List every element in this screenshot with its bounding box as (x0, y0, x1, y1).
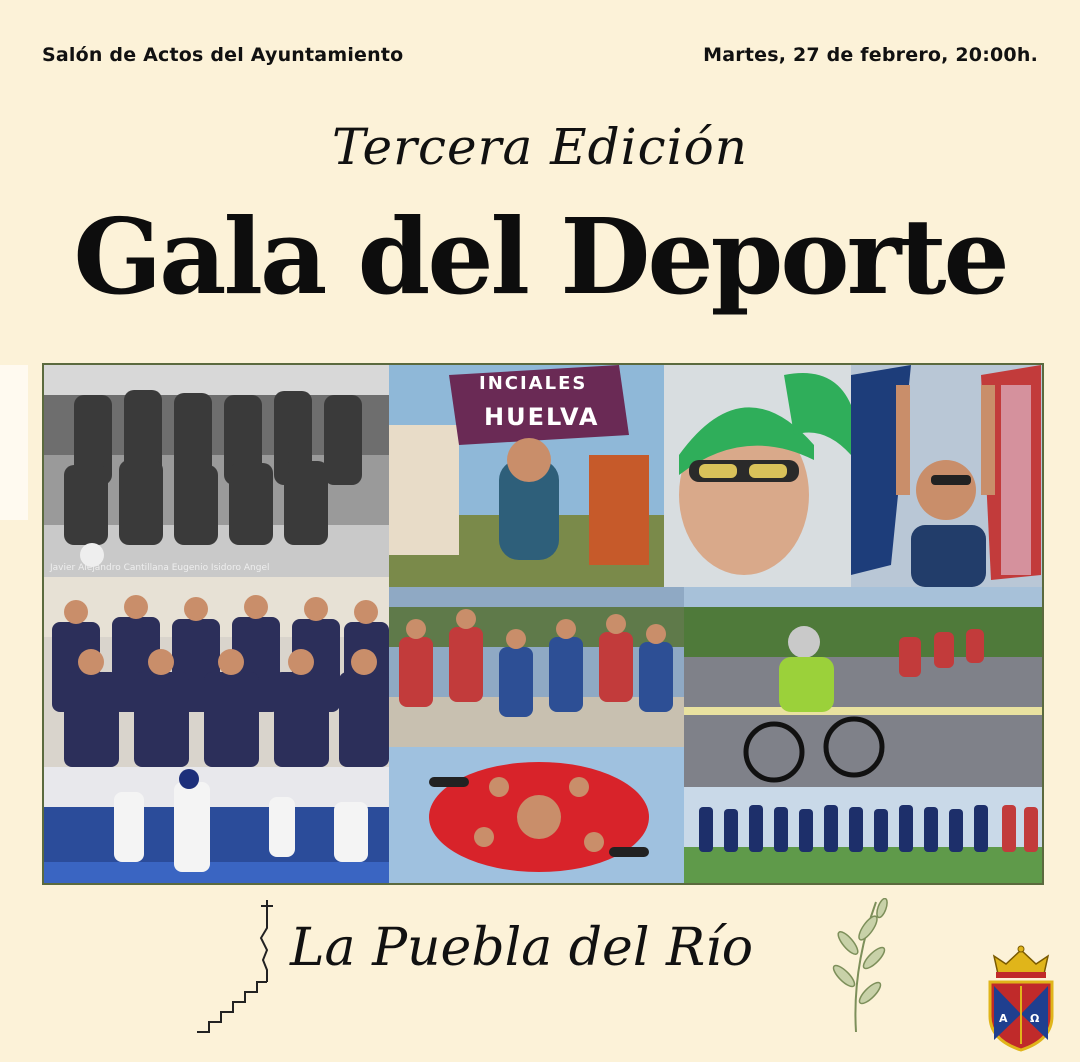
basketball-team-photo (44, 577, 389, 767)
decorative-accent (0, 365, 28, 520)
banner-top-text: INCIALES (479, 373, 588, 394)
triathlete-finish-banner-photo (851, 365, 1044, 587)
edition-subtitle: Tercera Edición (332, 118, 748, 176)
staircase-cross-icon (195, 898, 285, 1036)
triathlon-girl-huelva-banner (389, 365, 664, 587)
event-datetime: Martes, 27 de febrero, 20:00h. (703, 44, 1038, 66)
photo-caption: Javier Alejandro Cantillana Eugenio Isidoro Angel (50, 563, 270, 573)
handball-team-huddle-photo (389, 747, 684, 885)
cycling-race-photo (684, 587, 1044, 787)
triathlon-club-group-photo (389, 587, 684, 747)
crest-letter-alpha: A (999, 1012, 1008, 1025)
taekwondo-match-photo (44, 767, 389, 885)
venue-label: Salón de Actos del Ayuntamiento (42, 44, 404, 66)
swimmer-green-cap-photo (664, 365, 851, 587)
olive-branch-icon (826, 898, 896, 1034)
crest-letter-omega: Ω (1030, 1012, 1040, 1025)
photo-collage (42, 363, 1044, 885)
town-name: La Puebla del Río (290, 918, 754, 978)
banner-text: HUELVA (484, 403, 600, 431)
vintage-football-team-photo (44, 365, 389, 577)
municipal-crest-icon (978, 944, 1064, 1054)
football-team-running-photo (684, 787, 1044, 885)
page-title: Gala del Deporte (73, 195, 1007, 318)
